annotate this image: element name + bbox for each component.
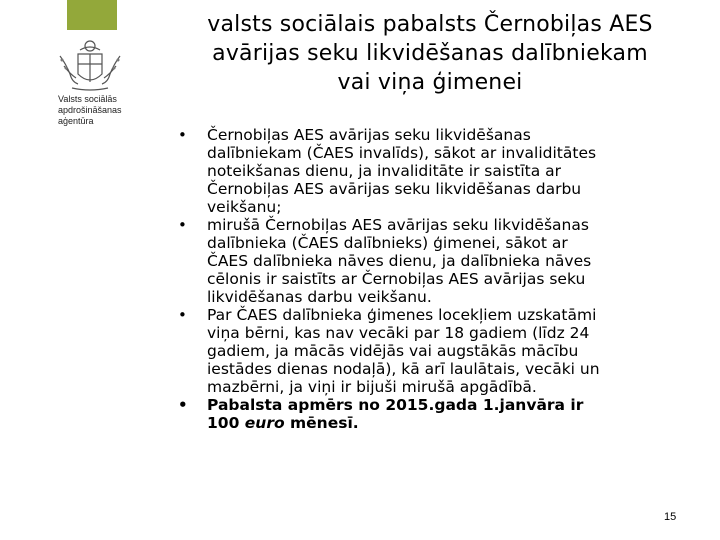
benefit-period: mēnesī. — [290, 414, 359, 432]
bullet-1-line-1: Černobiļas AES avārijas seku likvidēšanas — [207, 126, 531, 144]
slide-title — [170, 10, 690, 97]
agency-line-1: Valsts sociālās — [58, 94, 117, 104]
bullet-icon: • — [178, 306, 187, 324]
bullet-item-4 — [178, 396, 678, 432]
bullet-item-1 — [178, 126, 678, 216]
bullet-3-line-1: Par ČAES dalībnieka ģimenes locekļiem uzskatāmi — [207, 306, 597, 324]
bullet-3-line-2: viņa bērni, kas nav vecāki par 18 gadiem (līdz 24 — [207, 324, 590, 342]
bullet-icon: • — [178, 216, 187, 234]
bullet-1-line-2: dalībniekam (ČAES invalīds), sākot ar invaliditātes — [207, 144, 597, 162]
benefit-currency: euro — [244, 414, 285, 432]
bullet-icon: • — [178, 126, 187, 144]
bullet-4-line-1: Pabalsta apmērs no 2015.gada 1.janvāra ir — [207, 396, 584, 414]
bullet-4-line-2 — [207, 414, 678, 432]
bullet-icon: • — [178, 396, 188, 414]
bullet-2-line-1: mirušā Černobiļas AES avārijas seku likvidēšanas — [207, 216, 589, 234]
title-line-1: valsts sociālais pabalsts Černobiļas AES — [207, 12, 653, 37]
agency-name — [58, 94, 158, 127]
bullet-2-line-2: dalībnieka (ČAES dalībnieks) ģimenei, sākot ar — [207, 234, 568, 252]
bullet-2-line-5: likvidēšanas darbu veikšanu. — [207, 288, 432, 306]
bullet-3-line-4: iestādes dienas nodaļā), kā arī laulātais, vecāki un — [207, 360, 600, 378]
bullet-1-line-4: Černobiļas AES avārijas seku likvidēšanas darbu — [207, 180, 582, 198]
bullet-2-line-3: ČAES dalībnieka nāves dienu, ja dalībnieka nāves — [207, 252, 592, 270]
coat-of-arms-icon — [50, 34, 130, 94]
agency-line-2: apdrošināšanas — [58, 105, 122, 115]
page-number: 15 — [664, 511, 677, 523]
bullet-2-line-4: cēlonis ir saistīts ar Černobiļas AES avārijas seku — [207, 270, 586, 288]
bullet-item-2 — [178, 216, 678, 306]
bullet-3-line-5: mazbērni, ja viņi ir bijuši mirušā apgādībā. — [207, 378, 537, 396]
bullet-list — [178, 126, 678, 432]
bullet-item-3 — [178, 306, 678, 396]
benefit-amount: 100 — [207, 414, 240, 432]
logo-color-bar — [67, 0, 117, 30]
bullet-3-line-3: gadiem, ja mācās vidējās vai augstākās mācību — [207, 342, 579, 360]
title-line-3: vai viņa ģimenei — [337, 70, 523, 95]
title-line-2: avārijas seku likvidēšanas dalībniekam — [212, 41, 648, 66]
bullet-1-line-5: veikšanu; — [207, 198, 282, 216]
bullet-1-line-3: noteikšanas dienu, ja invaliditāte ir saistīta ar — [207, 162, 562, 180]
agency-line-3: aģentūra — [58, 116, 94, 126]
